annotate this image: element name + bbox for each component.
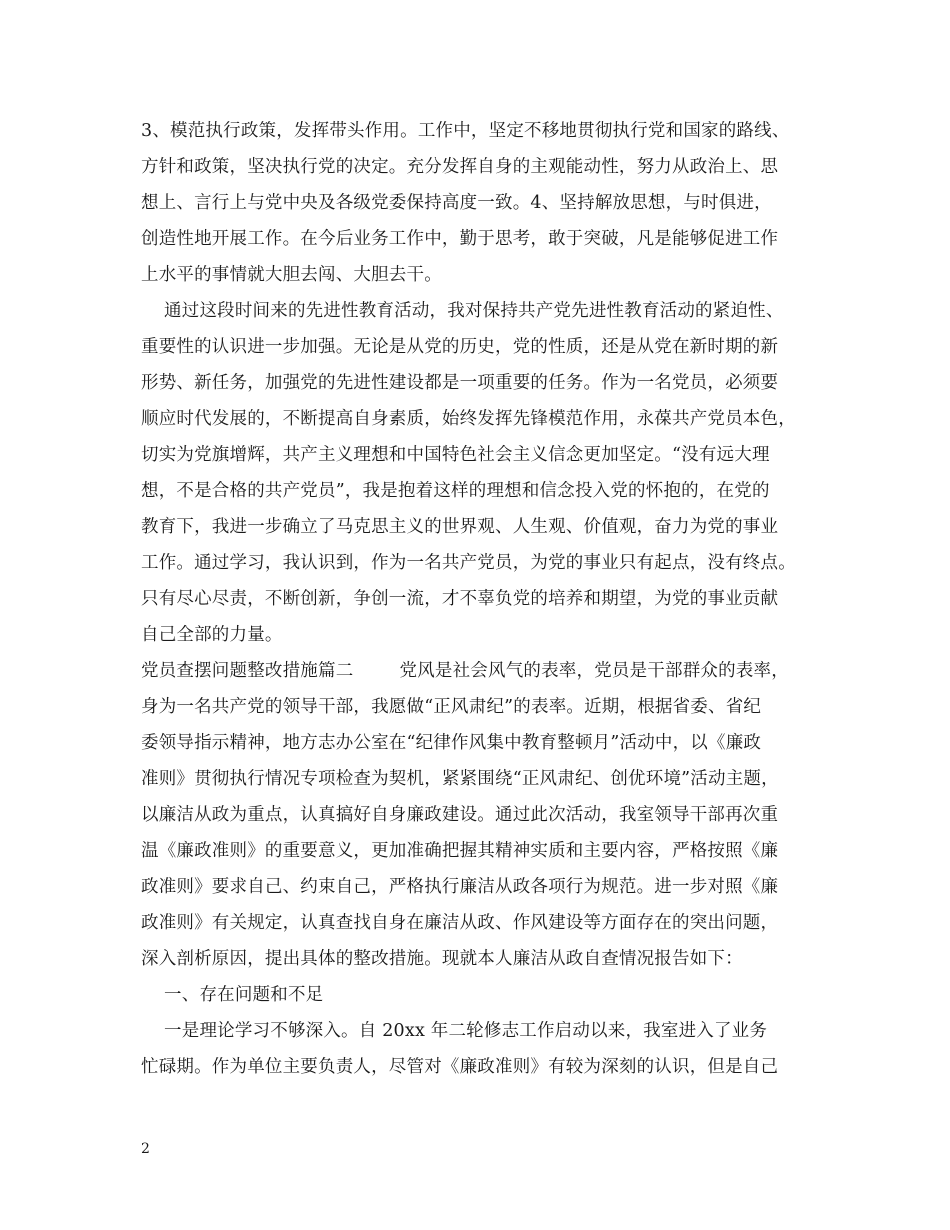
subheading-line: 一、存在问题和不足 <box>141 985 324 1005</box>
text-line: 切实为党旗增辉，共产主义理想和中国特色社会主义信念更加坚定。“没有远大理 <box>141 445 770 465</box>
text-line: 只有尽心尽责，不断创新，争创一流，才不辜负党的培养和期望，为党的事业贡献 <box>141 589 779 609</box>
text-line: 创造性地开展工作。在今后业务工作中，勤于思考，敢于突破，凡是能够促进工作 <box>141 229 779 249</box>
text-line: 上水平的事情就大胆去闯、大胆去干。 <box>141 265 442 285</box>
text-line: 委领导指示精神，地方志办公室在“纪律作风集中教育整顿月”活动中，以《廉政 <box>141 733 762 753</box>
text-line: 教育下，我进一步确立了马克思主义的世界观、人生观、价值观，奋力为党的事业 <box>141 517 779 537</box>
text-line: 忙碌期。作为单位主要负责人，尽管对《廉政准则》有较为深刻的认识，但是自己 <box>141 1057 779 1077</box>
text-line: 工作。通过学习，我认识到，作为一名共产党员，为党的事业只有起点，没有终点。 <box>141 553 796 573</box>
text-line: 通过这段时间来的先进性教育活动，我对保持共产党先进性教育活动的紧迫性、 <box>141 301 784 321</box>
text-line: 方针和政策，坚决执行党的决定。充分发挥自身的主观能动性，努力从政治上、思 <box>141 157 779 177</box>
text-line: 自己全部的力量。 <box>141 625 283 645</box>
page-number: 2 <box>141 1141 150 1157</box>
text-line: 形势、新任务，加强党的先进性建设都是一项重要的任务。作为一名党员，必须要 <box>141 373 779 393</box>
text-line: 想，不是合格的共产党员”，我是抱着这样的理想和信念投入党的怀抱的，在党的 <box>141 481 770 501</box>
text-line: 准则》贯彻执行情况专项检查为契机，紧紧围绕“正风肃纪、创优环境”活动主题， <box>141 769 779 789</box>
text-line: 政准则》要求自己、约束自己，严格执行廉洁从政各项行为规范。进一步对照《廉 <box>141 877 779 897</box>
text-line: 一是理论学习不够深入。自 20xx 年二轮修志工作启动以来，我室进入了业务 <box>141 1021 768 1041</box>
text-line: 以廉洁从政为重点，认真搞好自身廉政建设。通过此次活动，我室领导干部再次重 <box>141 805 779 825</box>
text-line: 温《廉政准则》的重要意义，更加准确把握其精神实质和主要内容，严格按照《廉 <box>141 841 779 861</box>
section-heading-line: 党员查摆问题整改措施篇二 党风是社会风气的表率，党员是干部群众的表率， <box>141 661 789 681</box>
text-line: 重要性的认识进一步加强。无论是从党的历史，党的性质，还是从党在新时期的新 <box>141 337 779 357</box>
text-line: 深入剖析原因，提出具体的整改措施。现就本人廉洁从政自查情况报告如下： <box>141 949 743 969</box>
text-line: 身为一名共产党的领导干部，我愿做“正风肃纪”的表率。近期，根据省委、省纪 <box>141 697 762 717</box>
text-line: 想上、言行上与党中央及各级党委保持高度一致。4、坚持解放思想，与时俱进， <box>141 193 772 213</box>
text-line: 3、模范执行政策，发挥带头作用。工作中，坚定不移地贯彻执行党和国家的路线、 <box>141 121 790 141</box>
text-line: 政准则》有关规定，认真查找自身在廉洁从政、作风建设等方面存在的突出问题， <box>141 913 779 933</box>
text-line: 顺应时代发展的，不断提高自身素质，始终发挥先锋模范作用，永葆共产党员本色， <box>141 409 796 429</box>
